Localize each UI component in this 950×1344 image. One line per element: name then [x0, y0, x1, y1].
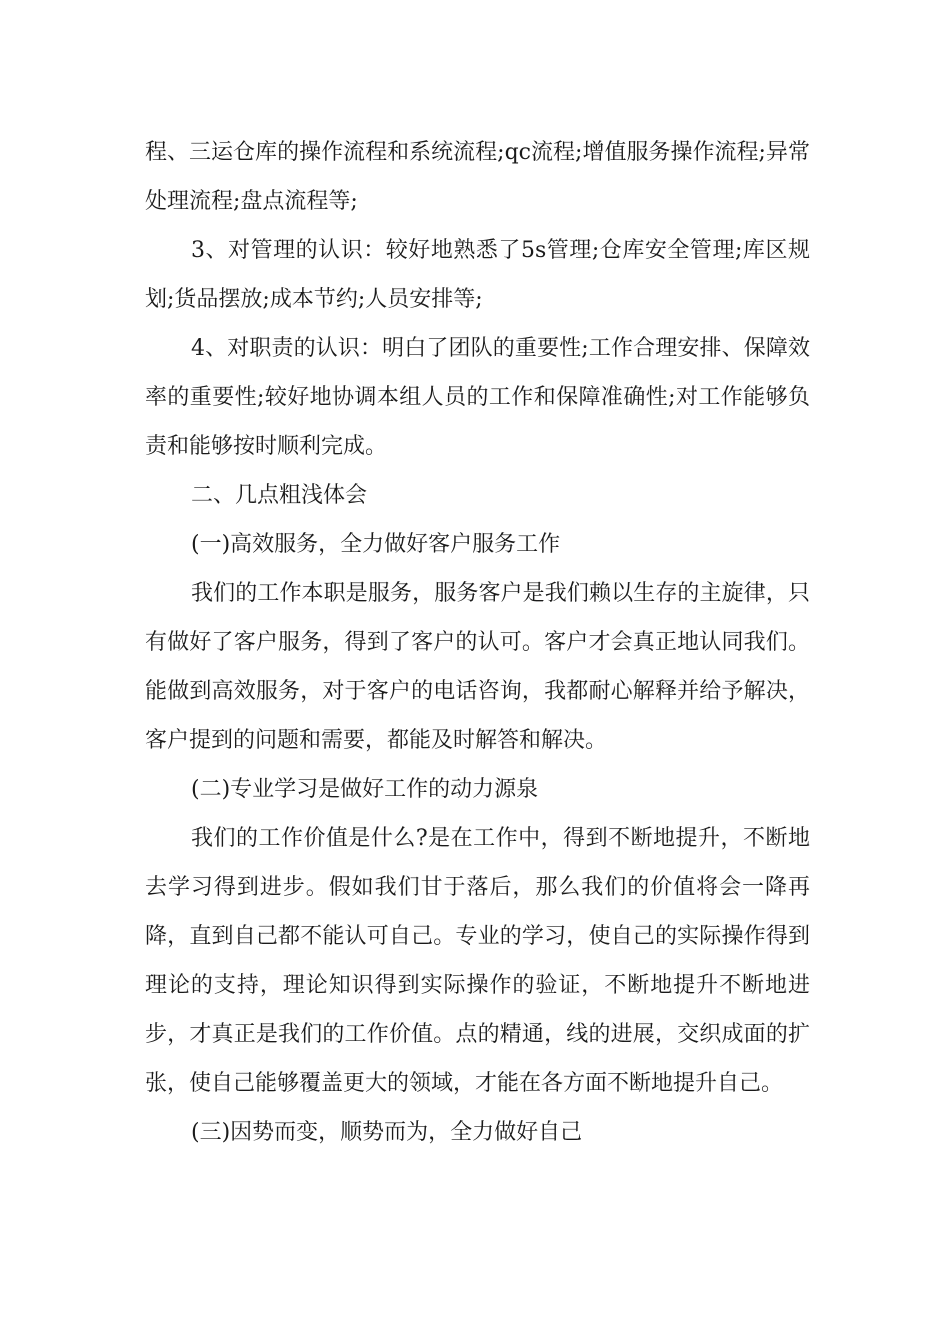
- paragraph-service: 我们的工作本职是服务，服务客户是我们赖以生存的主旋律，只有做好了客户服务，得到了客户的认可。客户才会真正地认同我们。能做到高效服务，对于客户的电话咨询，我都耐心解释并给予解决，客户提到的问题和需要，都能及时解答和解决。: [145, 581, 810, 753]
- paragraph-continuation: 程、三运仓库的操作流程和系统流程;qc流程;增值服务操作流程;异常处理流程;盘点流程等;: [145, 140, 810, 214]
- subheading-professional-learning: (二)专业学习是做好工作的动力源泉: [191, 777, 539, 802]
- document-body: [145, 128, 810, 1157]
- subheading-adapt: (三)因势而变，顺势而为，全力做好自己: [191, 1120, 583, 1145]
- paragraph-responsibility: 4、对职责的认识：明白了团队的重要性;工作合理安排、保障效率的重要性;较好地协调本组人员的工作和保障准确性;对工作能够负责和能够按时顺利完成。: [145, 336, 810, 459]
- section-heading: 二、几点粗浅体会: [191, 483, 368, 508]
- paragraph-management: 3、对管理的认识：较好地熟悉了5s管理;仓库安全管理;库区规划;货品摆放;成本节约;人员安排等;: [145, 238, 810, 312]
- paragraph-learning: 我们的工作价值是什么?是在工作中，得到不断地提升，不断地去学习得到进步。假如我们甘于落后，那么我们的价值将会一降再降，直到自己都不能认可自己。专业的学习，使自己的实际操作得到理论的支持，理论知识得到实际操作的验证，不断地提升不断地进步，才真正是我们的工作价值。点的精通，线的进展，交织成面的扩张，使自己能够覆盖更大的领域，才能在各方面不断地提升自己。: [145, 826, 810, 1096]
- subheading-efficient-service: (一)高效服务，全力做好客户服务工作: [191, 532, 561, 557]
